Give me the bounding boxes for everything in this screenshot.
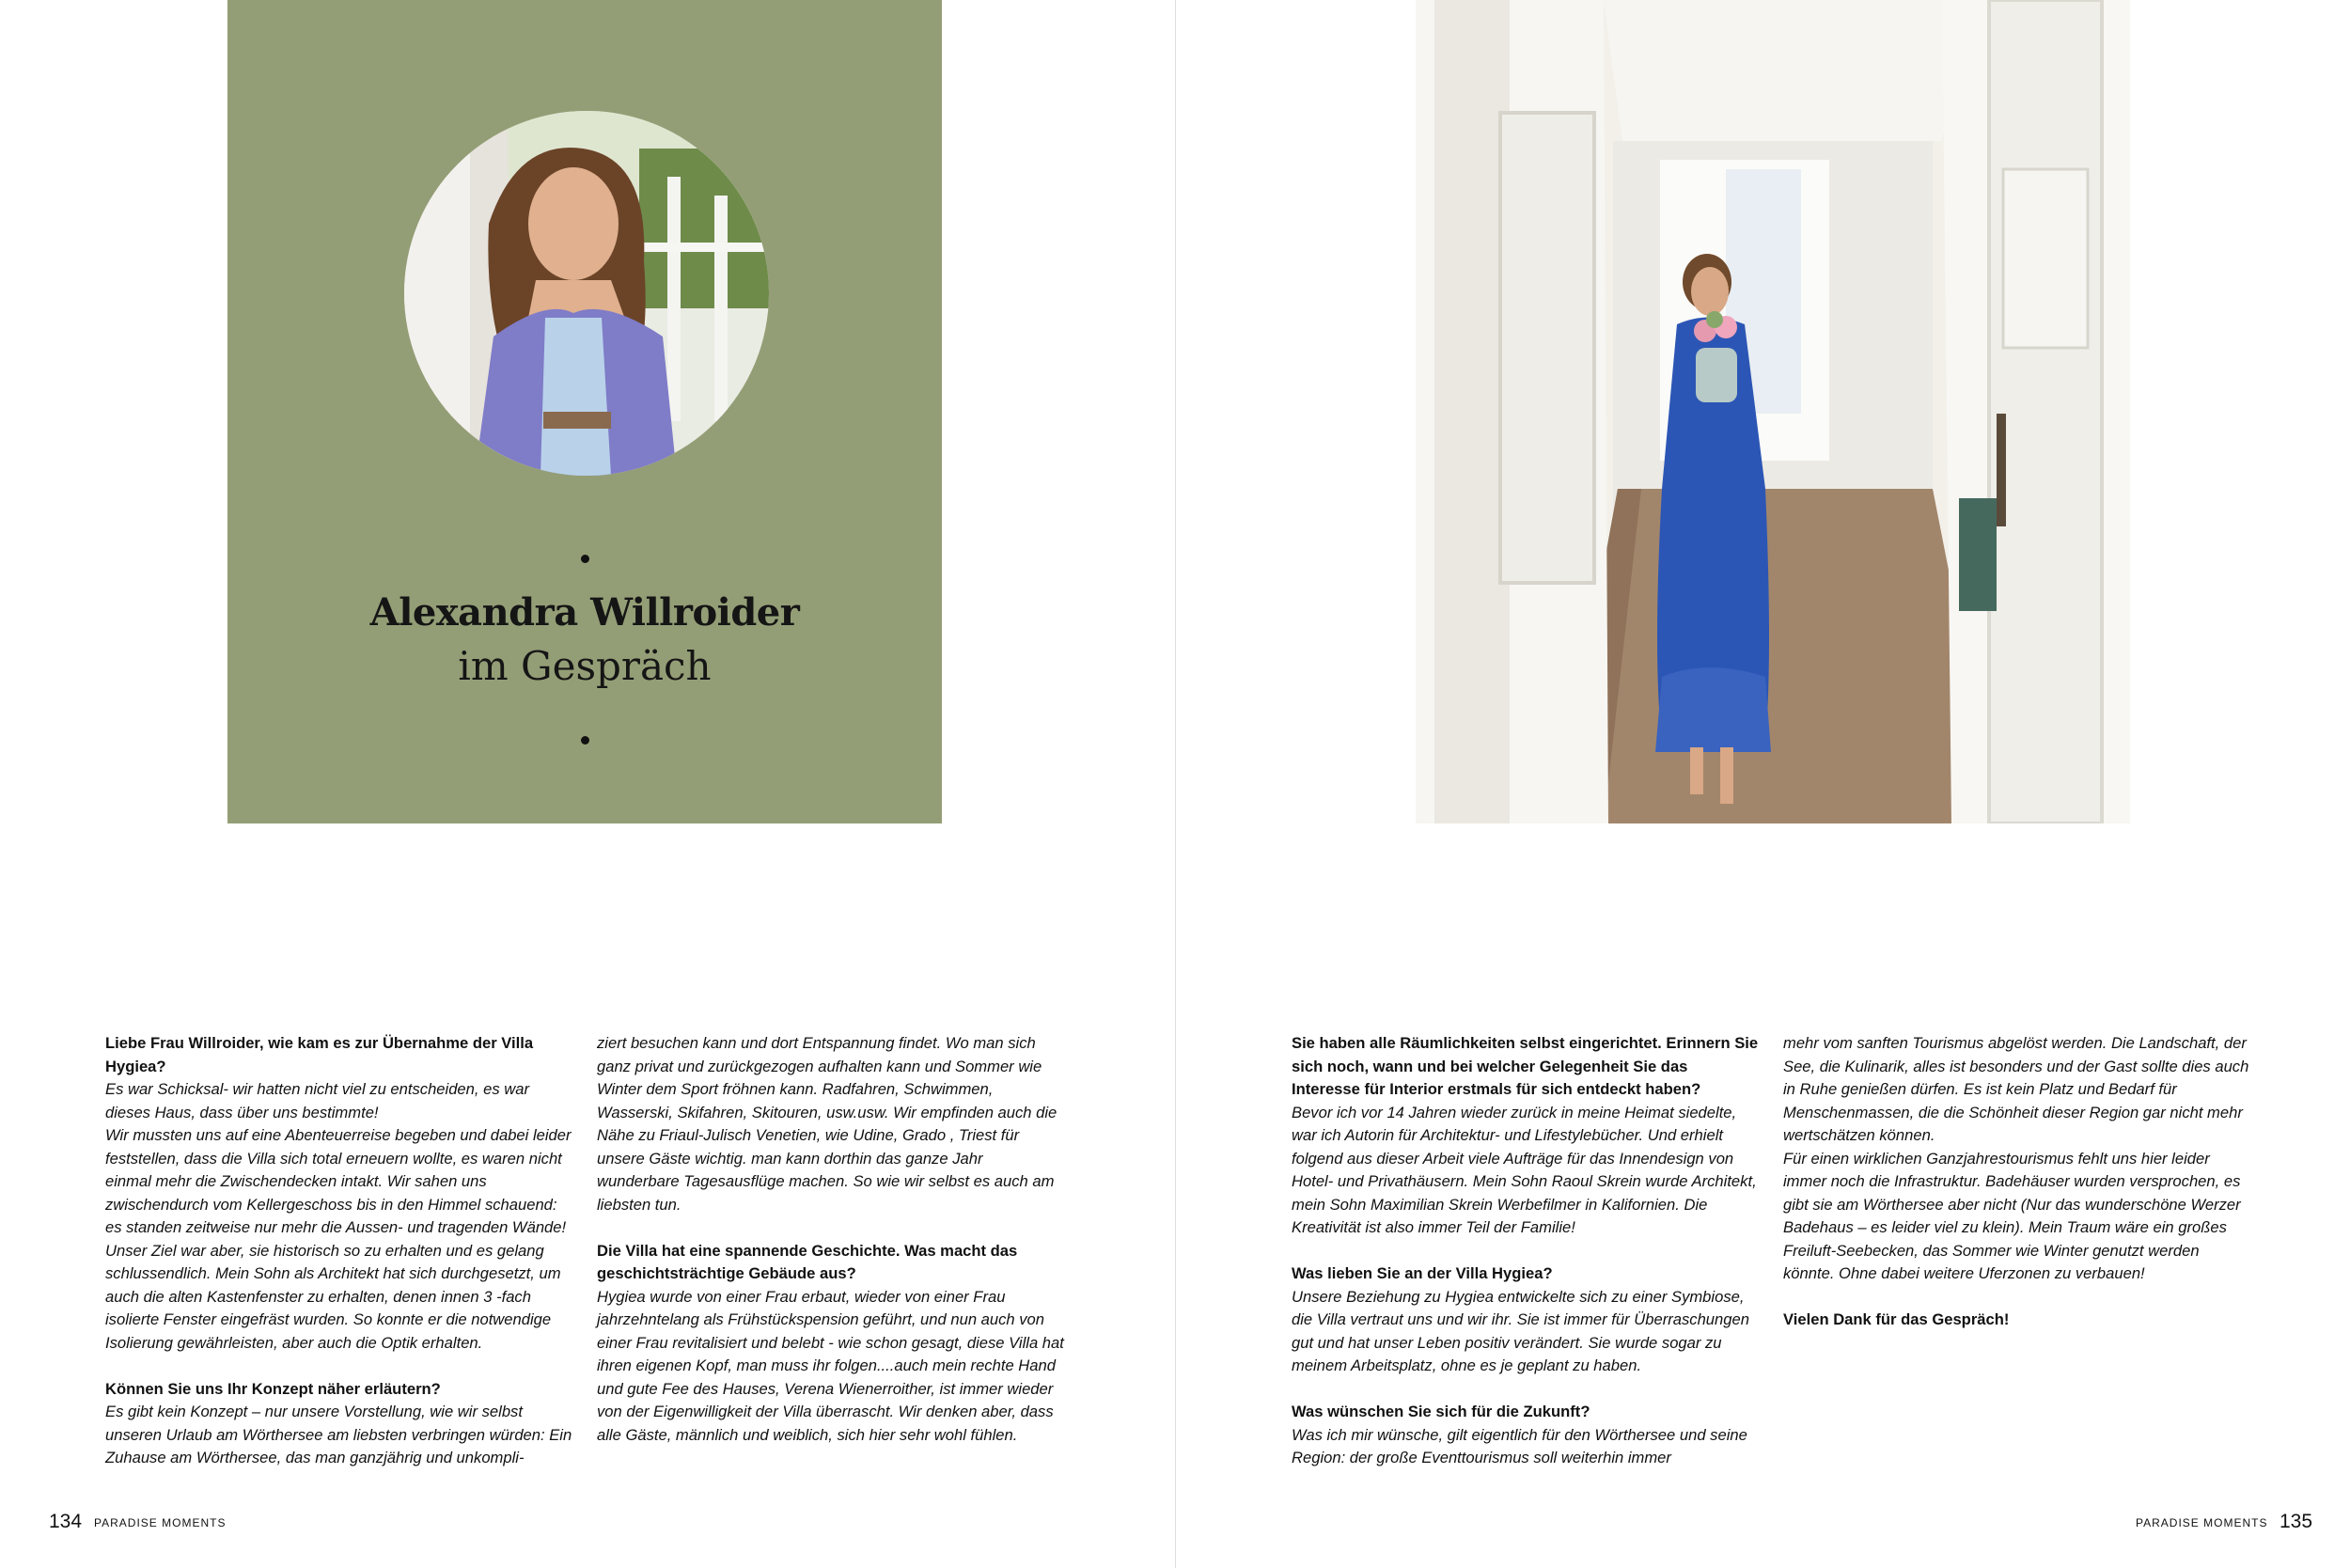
ornament-dot xyxy=(581,555,589,563)
hallway-photo xyxy=(1416,0,2130,823)
page-number: 134 xyxy=(49,1511,83,1532)
interview-question: Vielen Dank für das Gespräch! xyxy=(1783,1310,2010,1328)
text-column xyxy=(105,1032,573,1470)
portrait-photo xyxy=(404,111,769,476)
paragraph-gap xyxy=(1292,1240,1760,1263)
interview-answer: Unsere Beziehung zu Hygiea entwickelte sich zu einer Symbiose, die Villa vertraut uns und wir ihr. Sie ist immer für Überraschungen gut und hat unser Leben positiv verändert. Sie wurde sogar zu meinem Arbeitsplatz, ohne es je geplant zu haben. xyxy=(1292,1287,1749,1374)
title-panel xyxy=(227,0,942,823)
interview-answer: Wir mussten uns auf eine Abenteuerreise begeben und dabei leider feststellen, dass die Villa sich total erneuern wollte, es waren nicht einmal mehr die Zwischendecken intakt. Wir sahen uns zwischendurch vom Kellergeschoss bis in den Himmel schauend: es standen zeitweise nur mehr die Aussen- und tragenden Wände! Unser Ziel war aber, sie historisch so zu erhalten und es gelang schlussendlich. Mein Sohn als Architekt hat sich durchgesetzt, um auch die alten Kastenfenster zu erhalten, denen innen 3 -fach isolierte Fenster eingefräst wurden. So konnte er die notwendige Isolierung gewährleisten, aber auch die Optik erhalten. xyxy=(105,1126,572,1352)
text-column xyxy=(597,1032,1065,1447)
page-number: 135 xyxy=(2280,1511,2313,1532)
interview-answer: Hygiea wurde von einer Frau erbaut, wieder von einer Frau jahrzehntelang als Frühstückspension geführt, und nun auch von einer Frau revitalisiert und belebt - wie schon gesagt, diese Villa hat ihren eigenen Kopf, man muss ihr folgen....auch mein rechte Hand und gute Fee des Hauses, Verena Wienerroither, ist immer wieder von der Eigenwilligkeit der Villa überrascht. Wir denken aber, dass alle Gäste, männlich und weiblich, sich hier sehr wohl fühlen. xyxy=(597,1287,1064,1444)
hallway-image xyxy=(1416,0,2130,823)
ornament-dot xyxy=(581,736,589,745)
interview-answer: mehr vom sanften Tourismus abgelöst werden. Die Landschaft, der See, die Kulinarik, alles ist besonders und der Gast sollte dies auch in Ruhe genießen dürfen. Es ist kein Platz und Bedarf für Menschenmassen, die die Schönheit dieser Region gar nicht mehr wertschätzen können. xyxy=(1783,1034,2249,1144)
article-title: Alexandra Willroider xyxy=(369,590,800,635)
magazine-name: PARADISE MOMENTS xyxy=(94,1516,227,1529)
interview-question: Liebe Frau Willroider, wie kam es zur Übernahme der Villa Hygiea? xyxy=(105,1034,534,1075)
paragraph-gap xyxy=(597,1216,1065,1240)
interview-question: Können Sie uns Ihr Konzept näher erläutern? xyxy=(105,1379,441,1398)
paragraph-gap xyxy=(1783,1286,2251,1309)
article-subtitle: im Gespräch xyxy=(458,643,712,689)
interview-answer: Es war Schicksal- wir hatten nicht viel zu entscheiden, es war dieses Haus, dass über uns bestimmte! xyxy=(105,1080,529,1121)
interview-answer: ziert besuchen kann und dort Entspannung findet. Wo man sich ganz privat und zurückgezogen aufhalten kann und Sommer wie Winter dem Sport fröhnen kann. Radfahren, Schwimmen, Wasserski, Skifahren, Skitouren, usw.usw. Wir empfinden auch die Nähe zu Friaul-Julisch Venetien, wie Udine, Grado , Triest für unsere Gäste wichtig. man kann dorthin das ganze Jahr wunderbare Tagesausflüge machen. So wie wir selbst es auch am liebsten tun. xyxy=(597,1034,1058,1214)
interview-answer: Bevor ich vor 14 Jahren wieder zurück in meine Heimat siedelte, war ich Autorin für Architektur- und Lifestylebücher. Und erhielt folgend aus dieser Arbeit viele Aufträge für das Innendesign von Hotel- und Privathäusern. Mein Sohn Raoul Skrein wurde Architekt, mein Sohn Maximilian Skrein Werbefilmer in Kalifornien. Die Kreativität ist also immer Teil der Familie! xyxy=(1292,1103,1757,1236)
text-column xyxy=(1292,1032,1760,1470)
paragraph-gap xyxy=(1292,1378,1760,1402)
interview-answer: Für einen wirklichen Ganzjahrestourismus fehlt uns hier leider immer noch die Infrastruktur. Badehäuser wurden versprochen, es gibt sie am Wörthersee aber nicht (Nur das wunderschöne Werzer Badehaus – es leider viel zu klein). Mein Traum wäre ein großes Freiluft-Seebecken, das Sommer wie Winter genutzt werden könnte. Ohne dabei weitere Uferzonen zu verbauen! xyxy=(1783,1149,2241,1282)
text-column xyxy=(1783,1032,2251,1332)
magazine-name: PARADISE MOMENTS xyxy=(2136,1516,2268,1529)
interview-question: Was lieben Sie an der Villa Hygiea? xyxy=(1292,1264,1553,1282)
interview-question: Was wünschen Sie sich für die Zukunft? xyxy=(1292,1403,1590,1420)
portrait-image xyxy=(404,111,769,476)
interview-answer: Was ich mir wünsche, gilt eigentlich für den Wörthersee und seine Region: der große Eventtourismus soll weiterhin immer xyxy=(1292,1425,1747,1466)
paragraph-gap xyxy=(105,1355,573,1378)
interview-question: Sie haben alle Räumlichkeiten selbst eingerichtet. Erinnern Sie sich noch, wann und bei welcher Gelegenheit Sie das Interesse für Interior erstmals für sich entdeckt haben? xyxy=(1292,1034,1759,1098)
interview-question: Die Villa hat eine spannende Geschichte. Was macht das geschichtsträchtige Gebäude aus? xyxy=(597,1241,1018,1282)
right-page xyxy=(1175,0,2350,1568)
interview-answer: Es gibt kein Konzept – nur unsere Vorstellung, wie wir selbst unseren Urlaub am Wörthersee am liebsten verbringen würden: Ein Zuhause am Wörthersee, das man ganzjährig und unkompli- xyxy=(105,1403,572,1466)
